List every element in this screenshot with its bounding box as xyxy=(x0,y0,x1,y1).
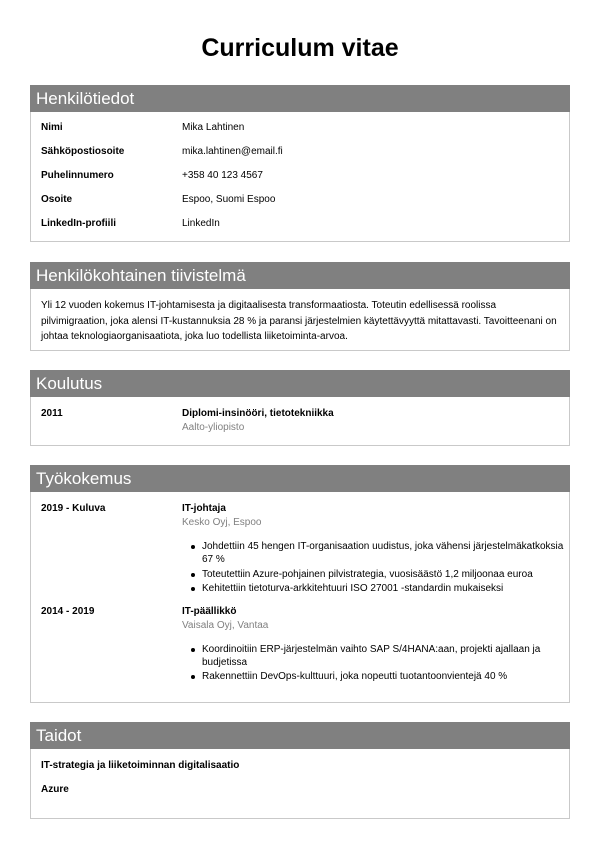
section-heading: Henkilökohtainen tiivistelmä xyxy=(30,262,570,289)
school: Aalto-yliopisto xyxy=(182,422,245,433)
section-heading: Koulutus xyxy=(30,370,570,397)
linkedin-link[interactable]: LinkedIn xyxy=(182,218,220,229)
section-heading: Henkilötiedot xyxy=(30,85,570,112)
info-row-phone xyxy=(31,169,569,193)
skill-item: Azure xyxy=(41,784,69,795)
personal-info-section xyxy=(30,85,570,242)
duty-list xyxy=(182,643,569,684)
section-heading: Työkokemus xyxy=(30,465,570,492)
job-title: IT-päällikkö xyxy=(182,605,237,617)
info-value: +358 40 123 4567 xyxy=(182,170,263,181)
work-entry xyxy=(31,605,569,685)
info-value: Espoo, Suomi Espoo xyxy=(182,194,276,205)
job-title: IT-johtaja xyxy=(182,503,226,514)
degree: Diplomi-insinööri, tietotekniikka xyxy=(182,408,334,419)
info-row-email xyxy=(31,145,569,169)
skill-item: IT-strategia ja liiketoiminnan digitalisaatio xyxy=(41,760,240,771)
skills-section xyxy=(30,722,570,819)
email-link[interactable]: mika.lahtinen@email.fi xyxy=(182,146,283,157)
duty-item: Koordinoitiin ERP-järjestelmän vaihto SAP S/4HANA:aan, projekti ajallaan ja budjetissa xyxy=(191,643,569,669)
summary-text: Yli 12 vuoden kokemus IT-johtamisesta ja digitaalisesta transformaatiosta. Toteutin edellisessä roolissa pilvimigraation, joka alensi IT-kustannuksia 28 % ja paransi järjestelmien käytettävyyttä mitattavasti. Tavoitteenani on johtaa teknologiaorganisaatiota, joka luo todellista liiketoiminta-arvoa. xyxy=(41,300,557,342)
employer: Vaisala Oyj, Vantaa xyxy=(182,619,269,631)
education-entry xyxy=(31,407,569,434)
info-label: Nimi xyxy=(41,122,63,133)
duty-list xyxy=(182,540,569,595)
duty-item: Rakennettiin DevOps-kulttuuri, joka nopeutti tuotantoonvientejä 40 % xyxy=(191,670,569,683)
info-label: LinkedIn-profiili xyxy=(41,218,116,229)
info-label: Puhelinnumero xyxy=(41,170,114,181)
duty-item: Kehitettiin tietoturva-arkkitehtuuri ISO 27001 -standardin mukaiseksi xyxy=(191,582,569,595)
info-row-linkedin xyxy=(31,217,569,241)
work-period: 2019 - Kuluva xyxy=(41,503,106,514)
info-label: Sähköpostiosoite xyxy=(41,146,125,157)
section-heading: Taidot xyxy=(30,722,570,749)
duty-item: Johdettiin 45 hengen IT-organisaation uudistus, joka vähensi järjestelmäkatkoksia 67 % xyxy=(191,540,569,566)
education-section xyxy=(30,370,570,446)
info-row-name xyxy=(31,121,569,145)
info-value: Mika Lahtinen xyxy=(182,122,245,133)
work-period: 2014 - 2019 xyxy=(41,605,95,617)
education-year: 2011 xyxy=(41,408,63,419)
summary-section xyxy=(30,262,570,351)
work-experience-section xyxy=(30,465,570,703)
duty-item: Toteutettiin Azure-pohjainen pilvistrategia, vuosisäästö 1,2 miljoonaa euroa xyxy=(191,568,569,581)
page-title: Curriculum vitae xyxy=(201,34,399,62)
info-row-address xyxy=(31,193,569,217)
work-entry xyxy=(31,502,569,597)
employer: Kesko Oyj, Espoo xyxy=(182,517,262,528)
info-label: Osoite xyxy=(41,194,73,205)
